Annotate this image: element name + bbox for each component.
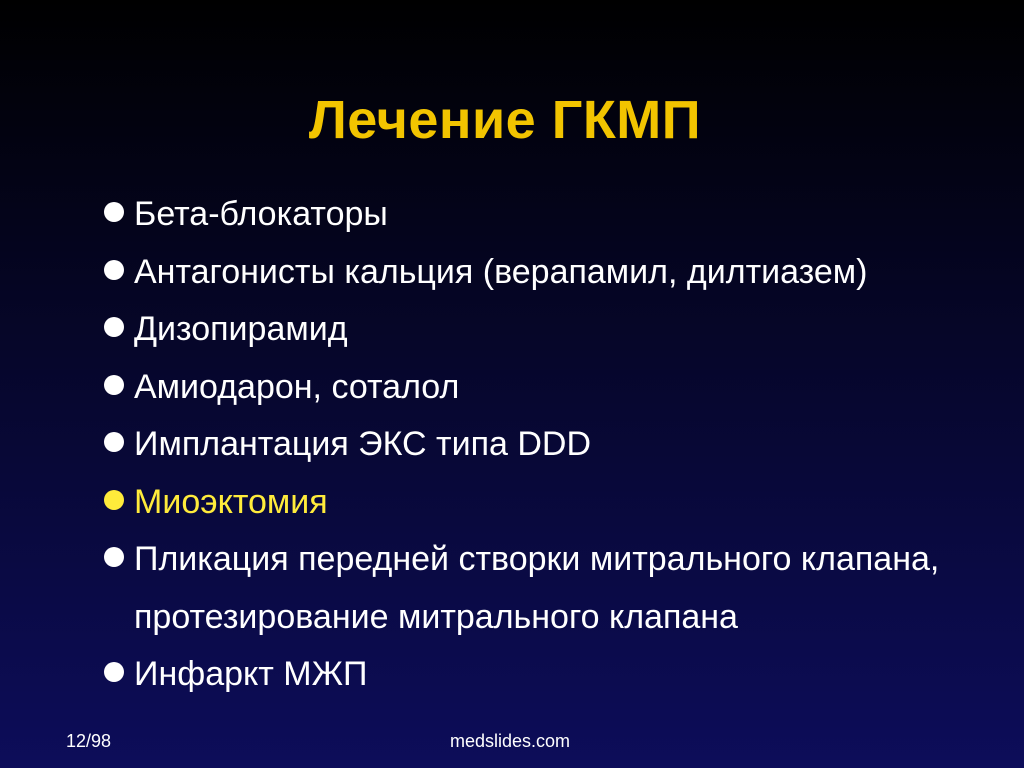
bullet-text: Имплантация ЭКС типа DDD bbox=[134, 425, 592, 463]
bullet-dot-icon bbox=[104, 317, 124, 337]
bullet-dot-icon bbox=[104, 490, 124, 510]
bullet-text: Дизопирамид bbox=[134, 310, 348, 348]
bullet-text: Инфаркт МЖП bbox=[134, 655, 368, 693]
page-number: 12/98 bbox=[66, 731, 112, 751]
bullet-list bbox=[102, 186, 982, 704]
bullet-dot-icon bbox=[104, 260, 124, 280]
bullet-item bbox=[102, 531, 982, 646]
bullet-item-highlighted bbox=[102, 474, 982, 532]
bullet-item bbox=[102, 186, 982, 244]
bullet-dot-icon bbox=[104, 432, 124, 452]
bullet-text: Антагонисты кальция (верапамил, дилтиазем) bbox=[134, 252, 868, 291]
footer-site: medslides.com bbox=[450, 731, 571, 751]
bullet-item bbox=[102, 646, 982, 704]
bullet-text: Миоэктомия bbox=[134, 482, 328, 521]
bullet-text: Бета-блокаторы bbox=[134, 195, 388, 233]
bullet-dot-icon bbox=[104, 547, 124, 567]
bullet-text: Пликация передней створки митрального клапана, протезирование митрального клапана bbox=[134, 540, 940, 636]
bullet-dot-icon bbox=[104, 662, 124, 682]
bullet-text: Амиодарон, соталол bbox=[134, 367, 460, 406]
bullet-item bbox=[102, 244, 982, 302]
slide-title: Лечение ГКМП bbox=[308, 90, 702, 150]
bullet-dot-icon bbox=[104, 202, 124, 222]
bullet-item bbox=[102, 416, 982, 474]
bullet-dot-icon bbox=[104, 375, 124, 395]
bullet-item bbox=[102, 301, 982, 359]
bullet-item bbox=[102, 359, 982, 417]
